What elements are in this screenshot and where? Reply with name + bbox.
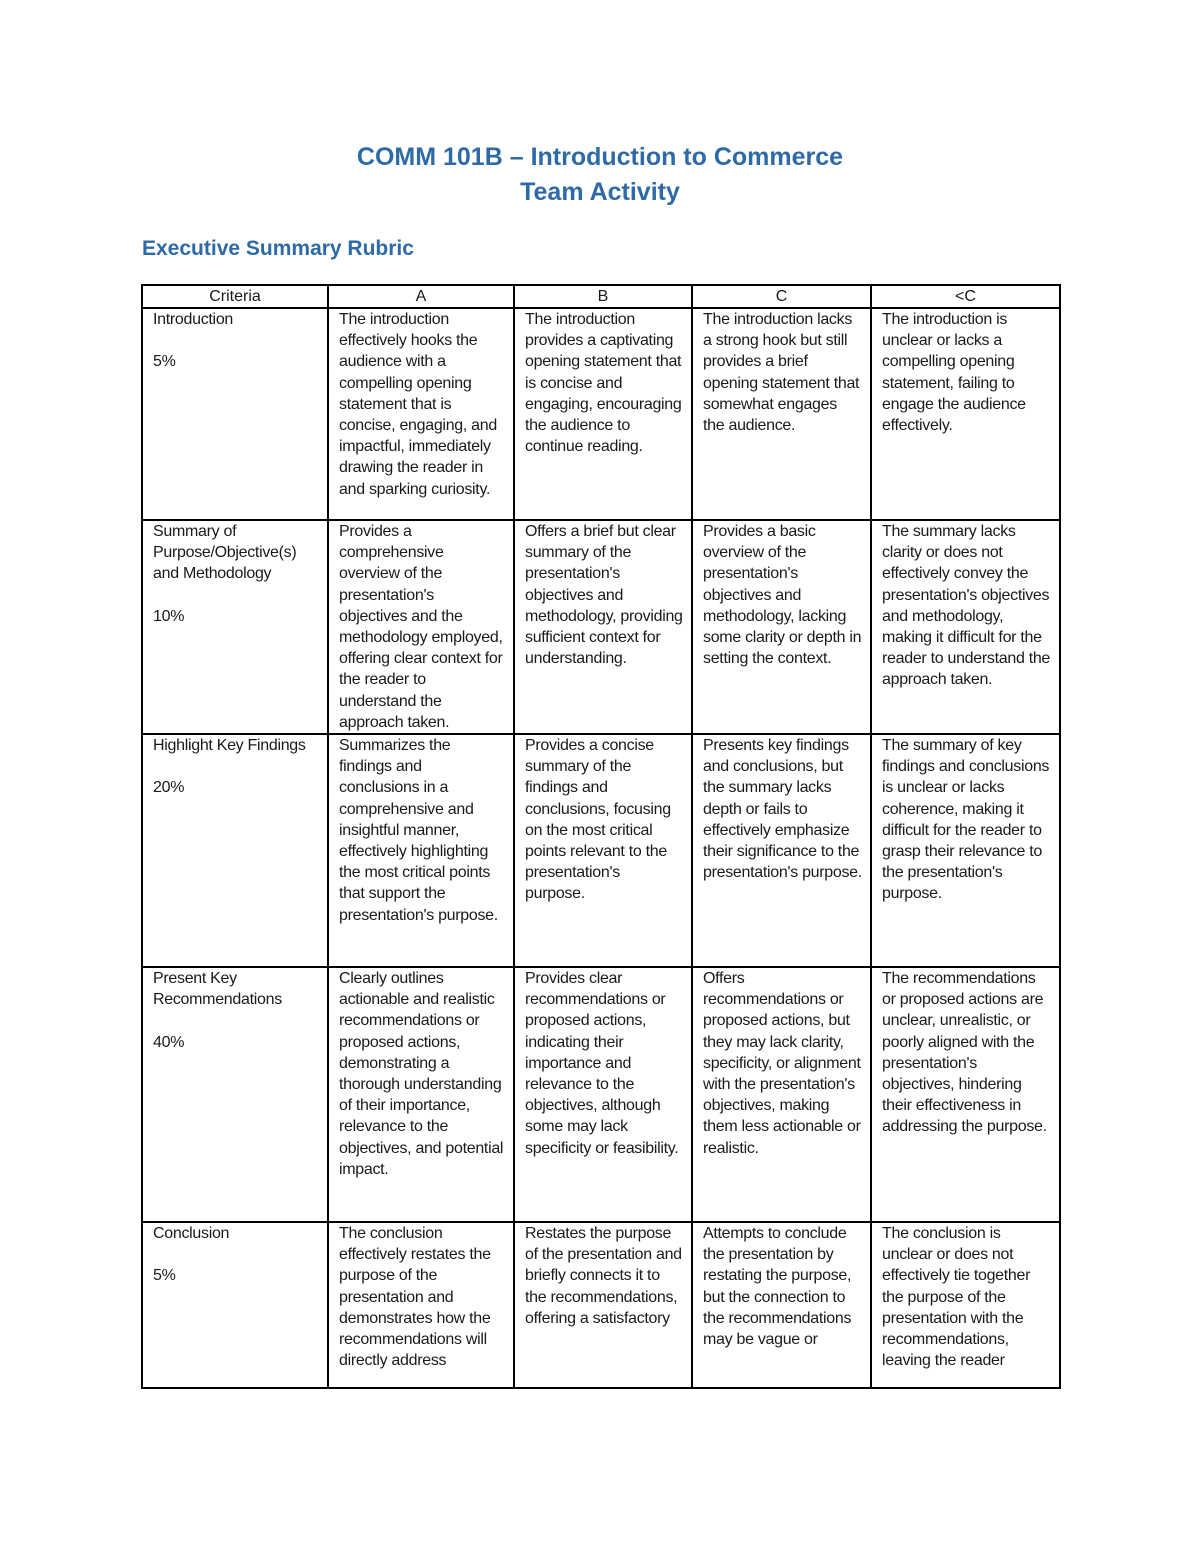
column-header-c: C bbox=[692, 285, 871, 308]
criterion-cell bbox=[142, 734, 328, 967]
grade-below-c-cell: The summary of key findings and conclusions is unclear or lacks coherence, making it difficult for the reader to grasp their relevance to the presentation's purpose. bbox=[871, 734, 1060, 967]
criterion-name: Present Key Recommendations bbox=[153, 970, 282, 1009]
grade-b-cell: Provides clear recommendations or proposed actions, indicating their importance and relevance to the objectives, although some may lack specificity or feasibility. bbox=[514, 967, 692, 1222]
grade-a-cell: Clearly outlines actionable and realistic recommendations or proposed actions, demonstrating a thorough understanding of their importance, relevance to the objectives, and potential impact. bbox=[328, 967, 514, 1222]
criterion-name: Highlight Key Findings bbox=[153, 737, 306, 755]
grade-b-cell: Provides a concise summary of the findings and conclusions, focusing on the most critical points relevant to the presentation's purpose. bbox=[514, 734, 692, 967]
section-heading: Executive Summary Rubric bbox=[142, 237, 414, 260]
column-header-b: B bbox=[514, 285, 692, 308]
criterion-weight: 40% bbox=[153, 1033, 185, 1051]
criterion-weight: 10% bbox=[153, 607, 185, 625]
grade-c-cell: Presents key findings and conclusions, but the summary lacks depth or fails to effectively emphasize their significance to the presentation's purpose. bbox=[692, 734, 871, 967]
table-row bbox=[142, 308, 1060, 520]
table-header-row bbox=[142, 285, 1060, 308]
criterion-cell bbox=[142, 520, 328, 734]
criterion-cell bbox=[142, 308, 328, 520]
table-row bbox=[142, 734, 1060, 967]
grade-below-c-cell: The summary lacks clarity or does not effectively convey the presentation's objectives and methodology, making it difficult for the reader to understand the approach taken. bbox=[871, 520, 1060, 734]
grade-below-c-cell: The introduction is unclear or lacks a compelling opening statement, failing to engage the audience effectively. bbox=[871, 308, 1060, 520]
grade-c-cell: The introduction lacks a strong hook but still provides a brief opening statement that somewhat engages the audience. bbox=[692, 308, 871, 520]
document-title-block bbox=[0, 140, 1200, 210]
table-row bbox=[142, 520, 1060, 734]
column-header-criteria: Criteria bbox=[142, 285, 328, 308]
grade-c-cell: Attempts to conclude the presentation by restating the purpose, but the connection to the recommendations may be vague or bbox=[692, 1222, 871, 1388]
grade-b-cell: The introduction provides a captivating opening statement that is concise and engaging, encouraging the audience to continue reading. bbox=[514, 308, 692, 520]
activity-subtitle: Team Activity bbox=[520, 178, 680, 206]
criterion-weight: 20% bbox=[153, 779, 185, 797]
grade-c-cell: Provides a basic overview of the presentation's objectives and methodology, lacking some clarity or depth in setting the context. bbox=[692, 520, 871, 734]
grade-a-cell: The conclusion effectively restates the purpose of the presentation and demonstrates how the recommendations will directly address bbox=[328, 1222, 514, 1388]
rubric-table-wrapper bbox=[141, 284, 1059, 1389]
grade-a-cell: Provides a comprehensive overview of the presentation's objectives and the methodology employed, offering clear context for the reader to understand the approach taken. bbox=[328, 520, 514, 734]
grade-a-cell: The introduction effectively hooks the audience with a compelling opening statement that is concise, engaging, and impactful, immediately drawing the reader in and sparking curiosity. bbox=[328, 308, 514, 520]
criterion-name: Conclusion bbox=[153, 1225, 230, 1243]
column-header-a: A bbox=[328, 285, 514, 308]
criterion-name: Summary of Purpose/Objective(s) and Methodology bbox=[153, 523, 297, 583]
criterion-cell bbox=[142, 967, 328, 1222]
table-row bbox=[142, 1222, 1060, 1388]
criterion-weight: 5% bbox=[153, 1267, 176, 1285]
column-header-below-c: <C bbox=[871, 285, 1060, 308]
criterion-weight: 5% bbox=[153, 353, 176, 371]
table-row bbox=[142, 967, 1060, 1222]
criterion-cell bbox=[142, 1222, 328, 1388]
course-title: COMM 101B – Introduction to Commerce bbox=[356, 143, 844, 171]
grade-c-cell: Offers recommendations or proposed actions, but they may lack clarity, specificity, or alignment with the presentation's objectives, making them less actionable or realistic. bbox=[692, 967, 871, 1222]
grade-below-c-cell: The recommendations or proposed actions are unclear, unrealistic, or poorly aligned with the presentation's objectives, hindering their effectiveness in addressing the purpose. bbox=[871, 967, 1060, 1222]
grade-a-cell: Summarizes the findings and conclusions in a comprehensive and insightful manner, effectively highlighting the most critical points that support the presentation's purpose. bbox=[328, 734, 514, 967]
rubric-table bbox=[141, 284, 1061, 1389]
grade-b-cell: Restates the purpose of the presentation and briefly connects it to the recommendations, offering a satisfactory bbox=[514, 1222, 692, 1388]
criterion-name: Introduction bbox=[153, 311, 234, 328]
grade-b-cell: Offers a brief but clear summary of the presentation's objectives and methodology, providing sufficient context for understanding. bbox=[514, 520, 692, 734]
grade-below-c-cell: The conclusion is unclear or does not effectively tie together the purpose of the presentation with the recommendations, leaving the reader bbox=[871, 1222, 1060, 1388]
